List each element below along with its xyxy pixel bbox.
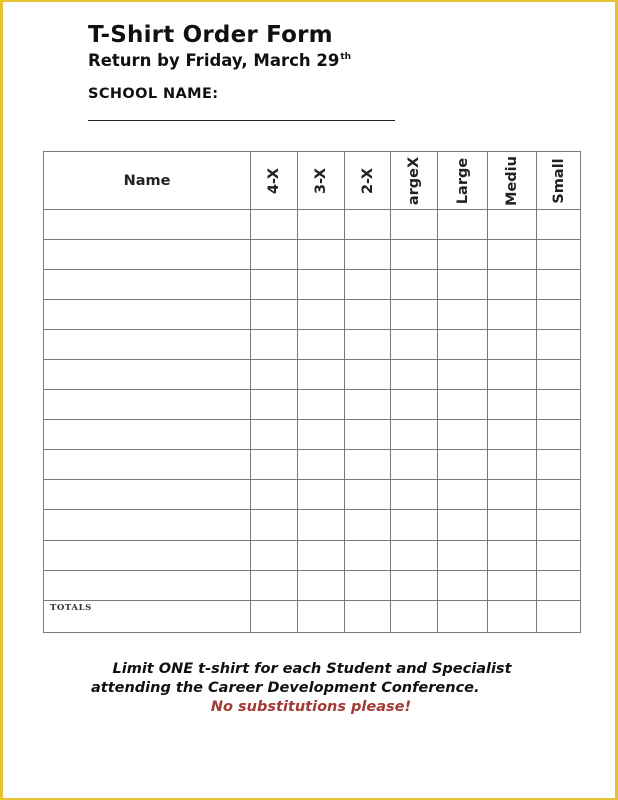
form-subtitle (88, 51, 351, 70)
order-table (43, 151, 581, 633)
totals-cell[interactable] (488, 600, 537, 632)
size-header-label: 2-X (359, 167, 376, 194)
size-header-small (537, 152, 581, 210)
name-cell[interactable] (44, 390, 251, 420)
size-quantity-cell[interactable] (251, 360, 298, 390)
size-quantity-cell[interactable] (298, 570, 345, 600)
size-quantity-cell[interactable] (345, 450, 391, 480)
size-quantity-cell[interactable] (251, 450, 298, 480)
size-quantity-cell[interactable] (298, 360, 345, 390)
size-quantity-cell[interactable] (298, 510, 345, 540)
name-cell[interactable] (44, 210, 251, 240)
size-quantity-cell[interactable] (391, 210, 438, 240)
size-quantity-cell[interactable] (488, 450, 537, 480)
name-cell[interactable] (44, 510, 251, 540)
table-row (44, 540, 581, 570)
size-quantity-cell[interactable] (488, 240, 537, 270)
name-column-header: Name (44, 152, 251, 210)
school-name-label: SCHOOL NAME: (88, 86, 219, 102)
name-cell[interactable] (44, 270, 251, 300)
size-quantity-cell[interactable] (298, 540, 345, 570)
size-quantity-cell[interactable] (537, 300, 581, 330)
size-quantity-cell[interactable] (488, 390, 537, 420)
notice-line-1: Limit ONE t-shirt for each Student and Specialist (112, 661, 512, 677)
table-row (44, 240, 581, 270)
totals-cell[interactable] (345, 600, 391, 632)
table-row (44, 390, 581, 420)
table-header-row (44, 152, 581, 210)
size-quantity-cell[interactable] (537, 210, 581, 240)
size-quantity-cell[interactable] (438, 390, 488, 420)
size-quantity-cell[interactable] (345, 300, 391, 330)
size-quantity-cell[interactable] (345, 330, 391, 360)
size-quantity-cell[interactable] (391, 270, 438, 300)
name-cell[interactable] (44, 240, 251, 270)
return-date-text: Return by Friday, March 29 (88, 51, 340, 70)
size-quantity-cell[interactable] (345, 240, 391, 270)
size-quantity-cell[interactable] (391, 480, 438, 510)
size-quantity-cell[interactable] (537, 270, 581, 300)
size-quantity-cell[interactable] (298, 270, 345, 300)
size-header-4x (251, 152, 298, 210)
size-header-label: argeX (406, 156, 422, 205)
size-quantity-cell[interactable] (488, 540, 537, 570)
size-quantity-cell[interactable] (537, 420, 581, 450)
name-cell[interactable] (44, 330, 251, 360)
table-row (44, 360, 581, 390)
size-quantity-cell[interactable] (391, 420, 438, 450)
totals-label: TOTALS (44, 600, 251, 632)
size-quantity-cell[interactable] (438, 510, 488, 540)
size-quantity-cell[interactable] (298, 480, 345, 510)
size-quantity-cell[interactable] (391, 510, 438, 540)
size-header-medium (488, 152, 537, 210)
totals-cell[interactable] (391, 600, 438, 632)
size-quantity-cell[interactable] (438, 480, 488, 510)
size-quantity-cell[interactable] (438, 450, 488, 480)
size-quantity-cell[interactable] (298, 210, 345, 240)
name-cell[interactable] (44, 450, 251, 480)
size-quantity-cell[interactable] (391, 330, 438, 360)
notice-block (0, 660, 618, 717)
size-quantity-cell[interactable] (298, 390, 345, 420)
form-title: T-Shirt Order Form (88, 22, 333, 48)
size-quantity-cell[interactable] (537, 390, 581, 420)
size-quantity-cell[interactable] (345, 270, 391, 300)
totals-cell[interactable] (298, 600, 345, 632)
name-cell[interactable] (44, 300, 251, 330)
size-quantity-cell[interactable] (298, 450, 345, 480)
size-quantity-cell[interactable] (251, 420, 298, 450)
size-quantity-cell[interactable] (298, 300, 345, 330)
size-quantity-cell[interactable] (537, 540, 581, 570)
size-quantity-cell[interactable] (391, 540, 438, 570)
totals-cell[interactable] (251, 600, 298, 632)
size-quantity-cell[interactable] (391, 570, 438, 600)
size-quantity-cell[interactable] (251, 390, 298, 420)
size-quantity-cell[interactable] (345, 480, 391, 510)
name-cell[interactable] (44, 420, 251, 450)
size-quantity-cell[interactable] (391, 360, 438, 390)
size-quantity-cell[interactable] (298, 330, 345, 360)
size-header-large (438, 152, 488, 210)
size-header-3x (298, 152, 345, 210)
size-header-label: 3-X (313, 167, 329, 194)
size-quantity-cell[interactable] (345, 540, 391, 570)
size-quantity-cell[interactable] (438, 330, 488, 360)
size-quantity-cell[interactable] (251, 300, 298, 330)
size-quantity-cell[interactable] (251, 570, 298, 600)
size-quantity-cell[interactable] (537, 360, 581, 390)
size-quantity-cell[interactable] (251, 540, 298, 570)
size-quantity-cell[interactable] (537, 570, 581, 600)
table-row (44, 420, 581, 450)
size-quantity-cell[interactable] (537, 450, 581, 480)
name-cell[interactable] (44, 570, 251, 600)
size-quantity-cell[interactable] (438, 360, 488, 390)
size-quantity-cell[interactable] (251, 210, 298, 240)
size-quantity-cell[interactable] (391, 450, 438, 480)
size-quantity-cell[interactable] (438, 210, 488, 240)
table-row (44, 510, 581, 540)
totals-cell[interactable] (537, 600, 581, 632)
size-quantity-cell[interactable] (251, 330, 298, 360)
totals-row (44, 600, 581, 632)
size-quantity-cell[interactable] (488, 420, 537, 450)
size-quantity-cell[interactable] (537, 480, 581, 510)
size-quantity-cell[interactable] (438, 270, 488, 300)
table-row (44, 450, 581, 480)
size-quantity-cell[interactable] (438, 540, 488, 570)
size-quantity-cell[interactable] (345, 420, 391, 450)
table-row (44, 300, 581, 330)
size-quantity-cell[interactable] (345, 390, 391, 420)
size-header-label: Large (454, 157, 471, 204)
size-quantity-cell[interactable] (438, 240, 488, 270)
table-row (44, 330, 581, 360)
table-row (44, 210, 581, 240)
size-quantity-cell[interactable] (298, 240, 345, 270)
name-cell[interactable] (44, 480, 251, 510)
size-header-label: 4-X (266, 167, 282, 194)
size-quantity-cell[interactable] (251, 480, 298, 510)
size-header-xlarge (391, 152, 438, 210)
size-quantity-cell[interactable] (537, 330, 581, 360)
size-quantity-cell[interactable] (438, 570, 488, 600)
name-cell[interactable] (44, 360, 251, 390)
size-quantity-cell[interactable] (345, 510, 391, 540)
size-quantity-cell[interactable] (298, 420, 345, 450)
no-substitutions-note: No substitutions please! (210, 699, 412, 715)
size-quantity-cell[interactable] (537, 510, 581, 540)
size-quantity-cell[interactable] (391, 300, 438, 330)
size-quantity-cell[interactable] (537, 240, 581, 270)
name-cell[interactable] (44, 540, 251, 570)
size-quantity-cell[interactable] (345, 570, 391, 600)
table-row (44, 570, 581, 600)
size-quantity-cell[interactable] (251, 270, 298, 300)
size-quantity-cell[interactable] (345, 360, 391, 390)
size-header-label: Mediu (504, 155, 520, 206)
size-quantity-cell[interactable] (251, 240, 298, 270)
size-quantity-cell[interactable] (488, 360, 537, 390)
size-quantity-cell[interactable] (488, 270, 537, 300)
size-quantity-cell[interactable] (391, 390, 438, 420)
table-row (44, 480, 581, 510)
size-header-label: Small (550, 157, 567, 204)
size-quantity-cell[interactable] (488, 210, 537, 240)
size-quantity-cell[interactable] (488, 300, 537, 330)
totals-cell[interactable] (438, 600, 488, 632)
notice-line-2: attending the Career Development Conference. (91, 680, 480, 696)
size-header-2x (345, 152, 391, 210)
size-quantity-cell[interactable] (488, 330, 537, 360)
size-quantity-cell[interactable] (251, 510, 298, 540)
school-name-line[interactable] (88, 120, 395, 121)
table-row (44, 270, 581, 300)
size-quantity-cell[interactable] (488, 510, 537, 540)
size-quantity-cell[interactable] (438, 300, 488, 330)
size-quantity-cell[interactable] (345, 210, 391, 240)
date-ordinal-suffix: th (340, 52, 352, 62)
size-quantity-cell[interactable] (438, 420, 488, 450)
size-quantity-cell[interactable] (488, 570, 537, 600)
size-quantity-cell[interactable] (391, 240, 438, 270)
size-quantity-cell[interactable] (488, 480, 537, 510)
